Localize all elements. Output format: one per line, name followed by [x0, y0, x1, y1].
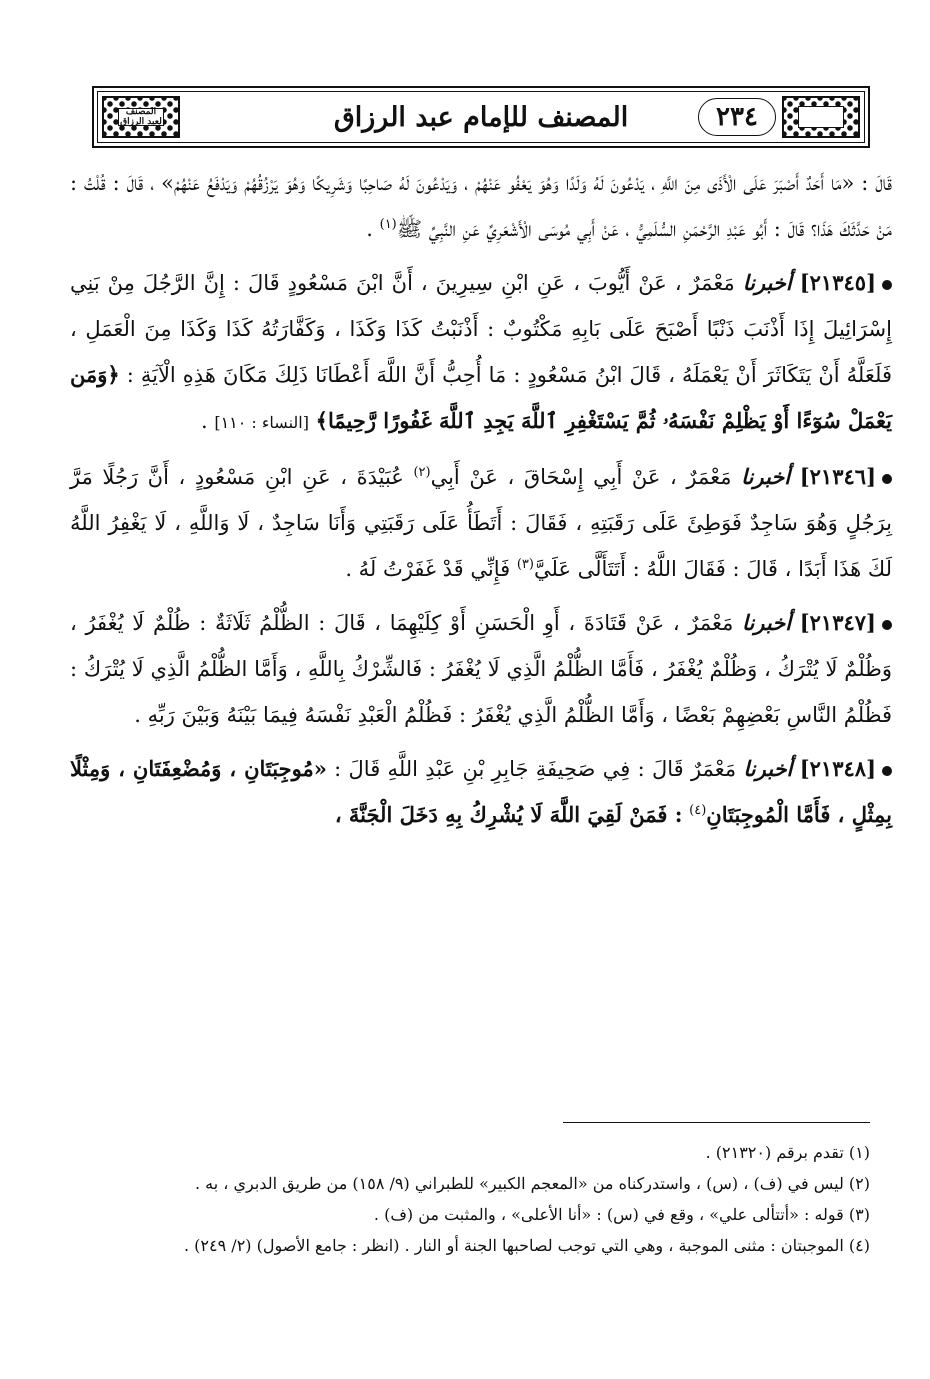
footnote-mark-3: (٣) [516, 557, 534, 572]
hadith-text-a: مَعْمَرٌ قَالَ : فِي صَحِيفَةِ جَابِرِ بْنِ عَبْدِ اللَّهِ قَالَ : [334, 757, 737, 781]
hadith-text-a: مَعْمَرٌ ، عَنْ أَبِي إِسْحَاقَ ، عَنْ أَبِي [430, 465, 732, 489]
hadith-text: مَعْمَرٌ ، عَنْ أَيُّوبَ ، عَنِ ابْنِ سِيرِينَ ، أَنَّ ابْنَ مَسْعُودٍ قَالَ : إِنَّ الرَّجُلَ مِنْ بَنِي إِسْرَائِيلَ إِذَا أَذْنَبَ ذَنْبًا أَصْبَحَ عَلَى بَابِهِ مَكْتُوبٌ : أَذْنَبْتُ كَذَا وَكَذَا ، وَكَفَّارَتُهُ كَذَا وَكَذَا مِنَ الْعَمَلِ ، فَلَعَلَّهُ أَنْ يَتَكَاثَرَ أَنْ يَعْمَلَهُ ، قَالَ ابْنُ مَسْعُودٍ : مَا أُحِبُّ أَنَّ اللَّهَ أَعْطَانَا ذَلِكَ مَكَانَ هَذِهِ الْآيَةِ : [70, 271, 892, 387]
footnote-3: (٣) قوله : «أتتألى علي» ، وقع في (س) : «أنا الأعلى» ، والمثبت من (ف) . [373, 1205, 870, 1224]
hadith-21348 [70, 746, 892, 838]
footnote-mark-1: (١) [379, 217, 397, 232]
bullet-icon [882, 766, 892, 776]
footnote-4: (٤) الموجبتان : مثنى الموجبة ، وهي التي توجب لصاحبها الجنة أو النار . (انظر : جامع الأصول) (٢/ ٢٤٩) . [184, 1236, 870, 1255]
hadith-21346 [70, 454, 892, 592]
hadith-text-b: عُبَيْدَةَ ، عَنِ ابْنِ مَسْعُودٍ ، أَنَّ رَجُلًا مَرَّ بِرَجُلٍ وَهُوَ سَاجِدٌ فَوَطِئَ عَلَى رَقَبَتِهِ ، فَقَالَ : أَتَطَأُ عَلَى رَقَبَتِي وَأَنَا سَاجِدٌ ، لَا وَاللَّهِ ، لَا يَغْفِرُ اللَّهُ لَكَ هَذَا أَبَدًا ، قَالَ : فَقَالَ اللَّهُ : أَتَتَأَلَّى عَلَيَّ [70, 465, 892, 581]
footnote-mark-2: (٢) [413, 465, 431, 480]
hadith-21345 [70, 260, 892, 446]
opening-paragraph [70, 160, 892, 252]
bullet-icon [882, 280, 892, 290]
running-title: المصنف للإمام عبد الرزاق [333, 101, 629, 133]
hadith-number: [٢١٣٤٥] [799, 270, 876, 295]
header-ornament-right [782, 96, 860, 138]
footnotes [70, 1137, 870, 1261]
bullet-icon [882, 620, 892, 630]
opening-end: . [366, 217, 380, 241]
hadith-number: [٢١٣٤٦] [799, 464, 876, 489]
book-emblem: المصنف لعبد الرزاق [118, 108, 164, 126]
akhbarana: أخبرنا [742, 270, 792, 295]
bullet-icon [882, 474, 892, 484]
main-text [70, 160, 892, 838]
footnote-2: (٢) ليس في (ف) ، (س) ، واستدركناه من «المعجم الكبير» للطبراني (٩/ ١٥٨) من طريق الدبري ، به . [194, 1174, 870, 1193]
akhbarana: أخبرنا [743, 756, 793, 781]
hadith-number: [٢١٣٤٧] [799, 610, 876, 635]
verse-reference: [النساء : ١١٠] [214, 413, 309, 432]
hadith-text-c: فَإِنِّي قَدْ غَفَرْتُ لَهُ . [345, 557, 511, 581]
hadith-text: مَعْمَرٌ ، عَنْ قَتَادَةَ ، أَوِ الْحَسَنِ أَوْ كِلَيْهِمَا ، قَالَ : الظُّلْمُ ثَلَاثَةٌ : ظُلْمٌ لَا يُغْفَرُ ، وَظُلْمٌ لَا يُتْرَكُ ، وَظُلْمٌ يُغْفَرُ ، فَأَمَّا الظُّلْمُ الَّذِي لَا يُغْفَرُ : فَالشِّرْكُ بِاللَّهِ ، وَأَمَّا الظُّلْمُ الَّذِي لَا يُتْرَكُ : فَظُلْمُ النَّاسِ بَعْضِهِمْ بَعْضًا ، وَأَمَّا الظُّلْمُ الَّذِي يُغْفَرُ : فَظُلْمُ الْعَبْدِ نَفْسَهُ فِيمَا بَيْنَهُ وَبَيْنَ رَبِّهِ . [70, 611, 892, 727]
opening-text: قَالَ : «مَا أَحَدٌ أَصْبَرَ عَلَى الْأَذَى مِنَ اللَّهِ ، يَدْعُونَ لَهُ وَلَدًا وَهُوَ يَعْفُو عَنْهُمْ ، وَيَدْعُونَ لَهُ صَاحِبًا وَشَرِيكًا وَهُوَ يَرْزُقُهُمْ وَيَدْفَعُ عَنْهُمْ» ، قَالَ : قُلْتُ : مَنْ حَدَّثَكَ هَذَا؟ قَالَ : أَبُو عَبْدِ الرَّحْمَنِ السُّلَمِيُّ ، عَنْ أَبِي مُوسَى الْأَشْعَرِيِّ عَنِ النَّبِيِّ ﷺ [70, 171, 892, 241]
page-header [92, 86, 870, 148]
footnote-mark-4: (٤) [689, 803, 707, 818]
hadith-number: [٢١٣٤٨] [799, 756, 876, 781]
ornament-inner [798, 106, 844, 128]
footnote-1: (١) تقدم برقم (٢١٣٢٠) . [705, 1143, 870, 1162]
footnote-divider [563, 1122, 870, 1123]
hadith-quote: «مُوجِبَتَانِ ، وَمُضْعِفَتَانِ ، وَمِثْلًا بِمِثْلٍ ، فَأَمَّا الْمُوجِبَتَانِ [70, 756, 892, 827]
akhbarana: أخبرنا [741, 464, 791, 489]
header-ornament-left [102, 96, 180, 138]
hadith-21347 [70, 600, 892, 738]
page-number: ٢٣٤ [698, 98, 776, 136]
hadith-end: . [200, 409, 215, 433]
hadith-text-b: : فَمَنْ لَقِيَ اللَّهَ لَا يُشْرِكُ بِهِ دَخَلَ الْجَنَّةَ ، [334, 802, 683, 827]
akhbarana: أخبرنا [742, 610, 792, 635]
quran-verse: ﴿وَمَن يَعْمَلْ سُوٓءًا أَوْ يَظْلِمْ نَفْسَهُۥ ثُمَّ يَسْتَغْفِرِ ٱللَّهَ يَجِدِ ٱللَّهَ غَفُورًا رَّحِيمًا﴾ [70, 362, 892, 433]
